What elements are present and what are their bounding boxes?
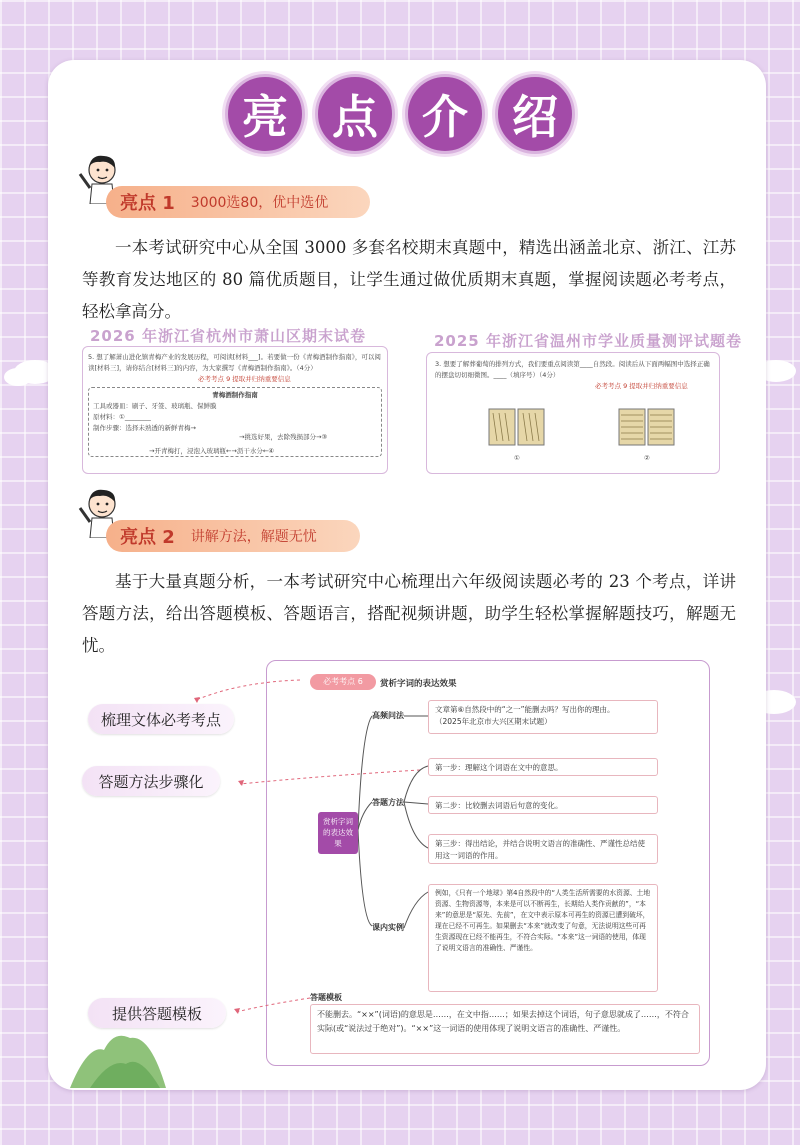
mindmap-center-node: 赏析字词的表达效果 — [318, 812, 358, 854]
recipe-steps: 制作步骤：选择未熟透的新鲜青梅→ — [93, 424, 196, 432]
question-box — [428, 700, 658, 734]
title-char: 亮 — [225, 74, 305, 154]
title-char: 介 — [405, 74, 485, 154]
intro-paragraph-1: 一本考试研究中心从全国 3000 多套名校期末真题中，精选出涵盖北京、浙江、江苏等教育发达地区的 80 篇优质题目，让学生通过做优质期末真题，掌握阅读题必考考点，轻松拿高分。 — [82, 238, 736, 321]
exam-question: 5. 想了解萧山进化镇青梅产业的发展历程，可阅读[材料___]。若要做一份《青梅酒制作指南》，可以阅读[材料三]，请你结合[材料三]的内容，为大家撰写《青梅酒制作指南》。（4分） — [88, 353, 381, 372]
step-box: 第一步：理解这个词语在文中的意思。 — [428, 758, 658, 776]
exam-caption: 2026 年浙江省杭州市萧山区期末试卷 — [90, 327, 366, 345]
question-source: （2025年北京市大兴区期末试题） — [435, 717, 552, 726]
branch-label: 答题方法 — [372, 798, 404, 807]
exam-tag: 必考考点 9 提取并归纳重要信息 — [595, 382, 688, 390]
option-label: ① — [514, 454, 520, 462]
template-label: 答题模板 — [310, 993, 342, 1002]
feature-label: 答题方法步骤化 — [82, 766, 220, 796]
template-box: 不能删去。“××”(词语)的意思是……，在文中指……；如果去掉这个词语，句子意思就成了……，不符合实际(或“说法过于绝对”)。“××”这一词语的使用体现了说明文语言的准确性、严谨性。 — [310, 1004, 700, 1054]
recipe-materials: 原材料：①________ — [93, 413, 151, 421]
example-box: 例如，《只有一个地球》第4自然段中的“人类生活所需要的水资源、土地资源、生物资源等，本来是可以不断再生，长期给人类作贡献的”，“本来”的意思是“原先、先前”，在文中表示原本可再生的资源已遭到破坏，现在已经不可再生。如果删去“本来”就改变了句意，无法说明这些可再生资源现在已经不能再生，不符合实际。“本来”这一词语的使用，体现了说明文语言的准确性、严谨性。 — [428, 884, 658, 992]
intro-paragraph-2: 基于大量真题分析，一本考试研究中心梳理出六年级阅读题必考的 23 个考点，详讲答题方法，给出答题模板、答题语言，搭配视频讲题，助学生轻松掌握解题技巧，解题无忧。 — [82, 572, 736, 655]
mindmap-heading: 赏析字词的表达效果 — [380, 679, 457, 689]
recipe-step-2: →挑选好果，去除残损部分→③ — [239, 433, 328, 441]
branch-label: 课内实例 — [372, 923, 404, 932]
highlight-subtitle: 讲解方法，解题无忧 — [190, 529, 317, 545]
exam-question: 3. 想要了解葬葡萄的排列方式，我们要重点阅读第____自然段。阅读后从下面两幅图中选择正确的摆盘切切细微图。____（填序号）（4分） — [435, 360, 710, 379]
step-box: 第三步：得出结论，并结合说明文语言的准确性、严谨性总结使用这一词语的作用。 — [428, 834, 658, 864]
highlight-number: 亮点 2 — [120, 527, 175, 548]
highlight-subtitle: 3000选80，优中选优 — [190, 195, 329, 211]
feature-label: 提供答题模板 — [88, 998, 226, 1028]
question-text: 文章第⑥自然段中的“之一”能删去吗？写出你的理由。 — [435, 705, 615, 714]
recipe-step-5: →开青梅打，浸泡入玻璃瓶←→沥干水分←④ — [149, 447, 275, 455]
exam-caption: 2025 年浙江省温州市学业质量测评试题卷 — [434, 332, 742, 350]
step-box: 第二步：比较删去词语后句意的变化。 — [428, 796, 658, 814]
branch-label: 高频问法 — [372, 711, 404, 720]
recipe-title: 青梅酒制作指南 — [212, 391, 258, 399]
highlight-number: 亮点 1 — [120, 193, 175, 214]
title-char: 绍 — [495, 74, 575, 154]
option-label: ② — [644, 454, 650, 462]
exam-tag: 必考考点 9 提取并归纳重要信息 — [198, 375, 291, 383]
title-char: 点 — [315, 74, 395, 154]
mindmap-badge: 必考考点 6 — [310, 674, 376, 690]
hills-decoration — [70, 1024, 170, 1088]
feature-label: 梳理文体必考考点 — [88, 704, 234, 734]
recipe-tools: 工具或器皿：刷子、牙签、玻璃瓶、保鲜膜 — [93, 402, 217, 410]
